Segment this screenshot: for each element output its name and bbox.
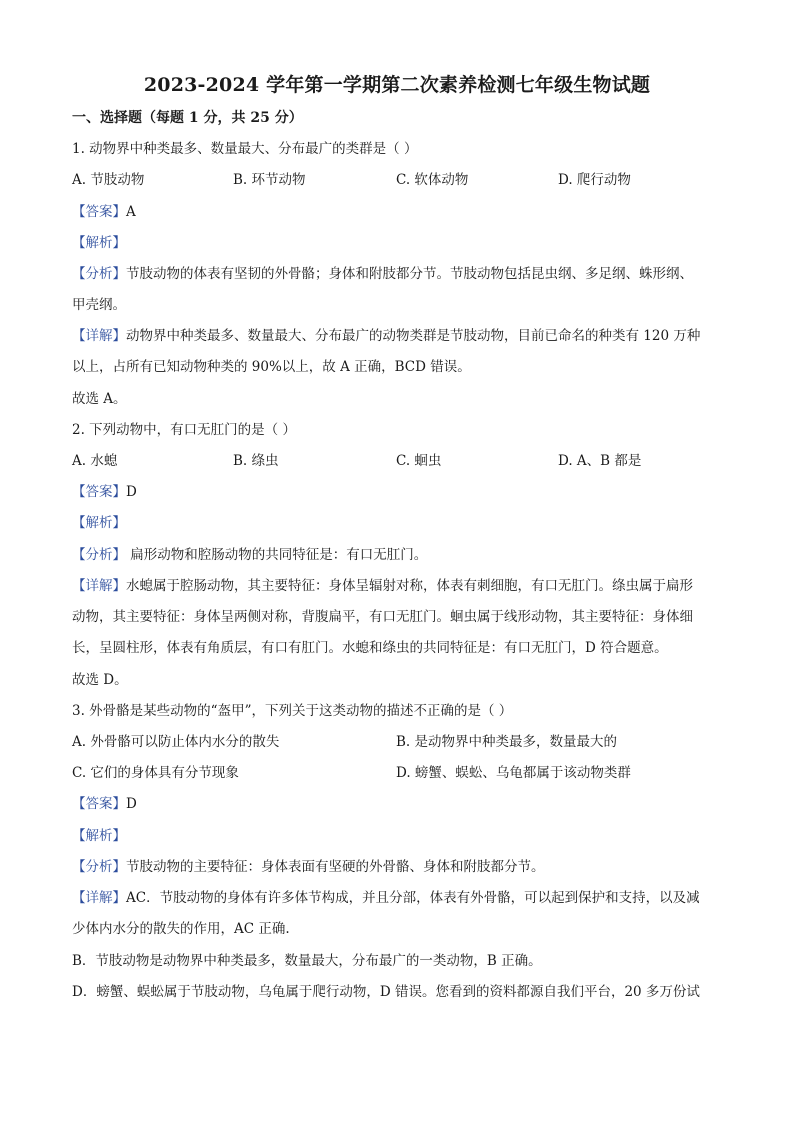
q3-fenxi bbox=[72, 857, 545, 877]
q2-detail-line-3: 长，呈圆柱形，体表有角质层，有口有肛门。水螅和绦虫的共同特征是：有口无肛门，D 符合题意。 bbox=[72, 640, 668, 656]
question-2-options bbox=[72, 451, 722, 471]
q2-detail-line-2: 动物，其主要特征：身体呈两侧对称，背腹扁平，有口无肛门。蛔虫属于线形动物，其主要特征：身体细 bbox=[72, 609, 693, 625]
q1-fenxi-text: 节肢动物的体表有坚韧的外骨骼；身体和附肢都分节。节肢动物包括昆虫纲、多足纲、蛛形纲、 bbox=[126, 266, 693, 282]
answer-tag: 【答案】 bbox=[72, 796, 126, 812]
q3-option-a: A. 外骨骼可以防止体内水分的散失 bbox=[72, 734, 280, 750]
q1-analysis bbox=[72, 233, 126, 253]
detail-tag: 【详解】 bbox=[72, 578, 126, 594]
q3-option-b-explanation: B．节肢动物是动物界中种类最多，数量最大，分布最广的一类动物，B 正确。 bbox=[72, 953, 542, 969]
q1-answer-value: A bbox=[126, 204, 136, 220]
q1-option-b: B. 环节动物 bbox=[233, 172, 306, 188]
q3-detail-text: AC．节肢动物的身体有许多体节构成，并且分部，体表有外骨骼，可以起到保护和支持，以及减 bbox=[126, 890, 700, 906]
q3-analysis bbox=[72, 826, 126, 846]
analysis-tag: 【解析】 bbox=[72, 828, 126, 844]
q2-detail-line-1 bbox=[72, 576, 693, 596]
q2-option-b: B. 绦虫 bbox=[233, 453, 279, 469]
detail-tag: 【详解】 bbox=[72, 890, 126, 906]
analysis-tag: 【解析】 bbox=[72, 515, 126, 531]
q2-option-c: C. 蛔虫 bbox=[396, 453, 442, 469]
q1-option-a: A. 节肢动物 bbox=[72, 172, 145, 188]
q2-option-a: A. 水螅 bbox=[72, 453, 118, 469]
question-2-stem: 2. 下列动物中，有口无肛门的是（ ） bbox=[72, 422, 296, 438]
fenxi-tag: 【分析】 bbox=[72, 547, 126, 563]
question-1-options bbox=[72, 170, 722, 190]
q3-option-b: B. 是动物界中种类最多，数量最大的 bbox=[396, 734, 618, 750]
q2-answer bbox=[72, 482, 137, 502]
q1-option-d: D. 爬行动物 bbox=[558, 172, 631, 188]
page-title: 2023-2024 学年第一学期第二次素养检测七年级生物试题 bbox=[143, 74, 651, 96]
q3-option-d-explanation: D．螃蟹、蜈蚣属于节肢动物，乌龟属于爬行动物，D 错误。您看到的资料都源自我们平台，20 多万份试 bbox=[72, 984, 700, 1000]
q3-answer bbox=[72, 794, 137, 814]
q2-fenxi bbox=[72, 545, 427, 565]
q1-conclusion: 故选 A。 bbox=[72, 391, 127, 407]
question-1-stem: 1. 动物界中种类最多、数量最大、分布最广的类群是（ ） bbox=[72, 141, 418, 157]
q2-detail-text: 水螅属于腔肠动物，其主要特征：身体呈辐射对称，体表有刺细胞，有口无肛门。绦虫属于扁形 bbox=[126, 578, 693, 594]
q3-fenxi-text: 节肢动物的主要特征：身体表面有坚硬的外骨骼、身体和附肢都分节。 bbox=[126, 859, 545, 875]
q2-answer-value: D bbox=[126, 484, 137, 500]
section-heading: 一、选择题（每题 1 分，共 25 分） bbox=[72, 110, 303, 126]
q2-analysis bbox=[72, 513, 126, 533]
question-3-stem: 3. 外骨骼是某些动物的“盔甲”，下列关于这类动物的描述不正确的是（ ） bbox=[72, 703, 513, 719]
q3-option-d: D. 螃蟹、蜈蚣、乌龟都属于该动物类群 bbox=[396, 765, 631, 781]
detail-tag: 【详解】 bbox=[72, 328, 126, 344]
q1-detail-text: 动物界中种类最多、数量最大、分布最广的动物类群是节肢动物，目前已命名的种类有 120 万种 bbox=[126, 328, 701, 344]
question-3-options-row-1 bbox=[72, 732, 722, 752]
q3-answer-value: D bbox=[126, 796, 137, 812]
q1-detail-line-2: 以上，占所有已知动物种类的 90%以上，故 A 正确，BCD 错误。 bbox=[72, 359, 471, 375]
fenxi-tag: 【分析】 bbox=[72, 859, 126, 875]
answer-tag: 【答案】 bbox=[72, 204, 126, 220]
question-3-options-row-2 bbox=[72, 763, 722, 783]
analysis-tag: 【解析】 bbox=[72, 235, 126, 251]
q3-option-c: C. 它们的身体具有分节现象 bbox=[72, 765, 239, 781]
q1-detail-line-1 bbox=[72, 326, 700, 346]
q1-option-c: C. 软体动物 bbox=[396, 172, 469, 188]
q1-fenxi-line-1 bbox=[72, 264, 693, 284]
q1-answer bbox=[72, 202, 136, 222]
answer-tag: 【答案】 bbox=[72, 484, 126, 500]
q3-detail-line-1 bbox=[72, 888, 700, 908]
fenxi-tag: 【分析】 bbox=[72, 266, 126, 282]
q2-fenxi-text: 扁形动物和腔肠动物的共同特征是：有口无肛门。 bbox=[126, 547, 428, 563]
q3-detail-line-2: 少体内水分的散失的作用，AC 正确. bbox=[72, 921, 290, 937]
q1-fenxi-line-2: 甲壳纲。 bbox=[72, 297, 126, 313]
q2-conclusion: 故选 D。 bbox=[72, 672, 128, 688]
q2-option-d: D. A、B 都是 bbox=[558, 453, 642, 469]
